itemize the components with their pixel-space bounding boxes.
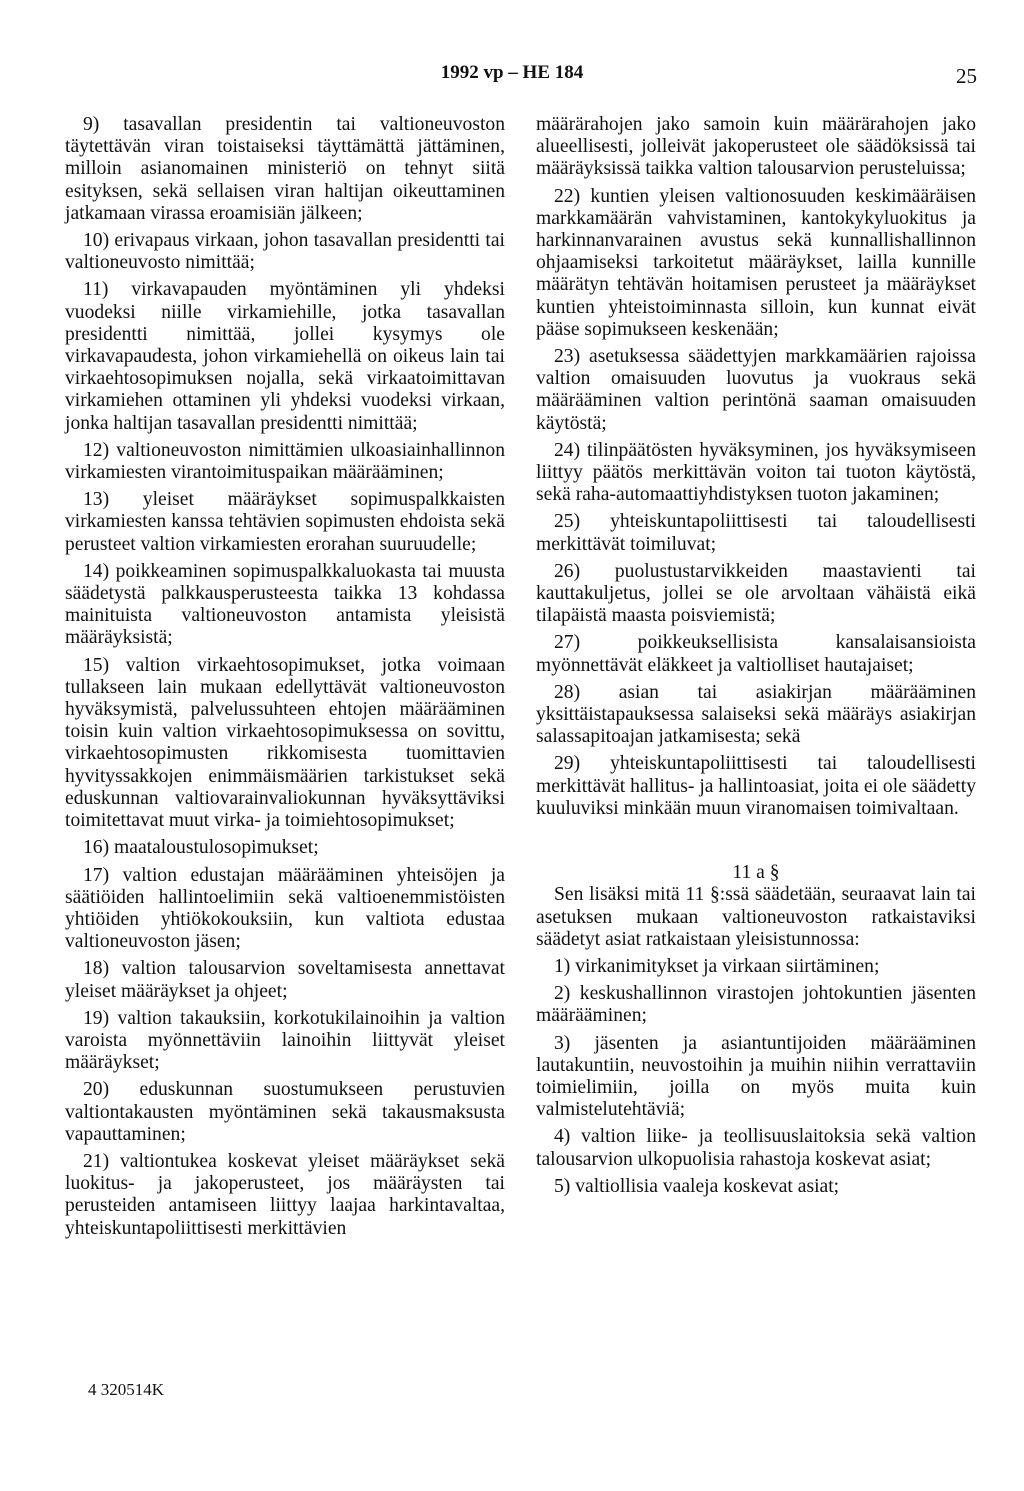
paragraph: 11) virkavapauden myöntäminen yli yhdeksi vuodeksi niille virkamiehille, jotka tasavallan presidentti nimittää, jollei kysymys ole virkavapaudesta, johon virkamiehellä on oikeus lain tai virkaehtosopimuksen nojalla, sekä virkaatoimittavan virkamiehen ottaminen yli yhdeksi vuodeksi virkaan, jonka haltijan tasavallan presidentti nimittää; [65,279,505,434]
paragraph: 10) erivapaus virkaan, johon tasavallan presidentti tai valtioneuvosto nimittää; [65,230,505,274]
paragraph: 14) poikkeaminen sopimuspalkkaluokasta tai muusta säädetystä palkkausperusteesta taikka 13 kohdassa mainituista valtioneuvoston antamista yleisistä määräyksistä; [65,560,505,649]
paragraph: 19) valtion takauksiin, korkotukilainoihin ja valtion varoista myönnettäviin lainoihin liittyvät yleiset määräykset; [65,1007,505,1074]
paragraph: 20) eduskunnan suostumukseen perustuvien valtiontakausten myöntäminen sekä takausmaksusta vapauttaminen; [65,1079,505,1145]
section-heading: 11 a § [732,862,780,884]
paragraph: 18) valtion talousarvion soveltamisesta annettavat yleiset määräykset ja ohjeet; [65,958,505,1002]
page-number: 25 [956,64,977,88]
paragraph: 23) asetuksessa säädettyjen markkamäärien rajoissa valtion omaisuuden luovutus ja vuokraus sekä määrääminen valtion perintönä saaman omaisuuden käytöstä; [536,346,976,434]
paragraph: 22) kuntien yleisen valtionosuuden keskimääräisen markkamäärän vahvistaminen, kantokykyluokitus ja harkinnanvarainen avustus sekä kunnallishallinnon ohjaamiseksi tarkoitetut määräykset, lailla kunnille määrätyn tehtävän hoitamisen perusteet ja määräykset kuntien yhteistoiminnasta silloin, kun kunnat eivät pääse sopimukseen keskenään; [536,185,976,340]
right-column [536,114,976,1203]
paragraph: 28) asian tai asiakirjan määrääminen yksittäistapauksessa salaiseksi sekä määräys asiakirjan salassapitoajan jatkamisesta; sekä [536,681,976,748]
paragraph: 9) tasavallan presidentin tai valtioneuvoston täytettävän viran toistaiseksi täyttämättä jättäminen, milloin asianomainen ministeriö on tehnyt siitä esityksen, sekä sellaisen viran haltijan oikeuttaminen jatkamaan virassa eroamisiän jälkeen; [65,114,505,224]
section-intro: Sen lisäksi mitä 11 §:ssä säädetään, seuraavat lain tai asetuksen mukaan valtioneuvoston ratkaistaviksi säädetyt asiat ratkaistaan yleisistunnossa: [536,884,976,950]
paragraph: 17) valtion edustajan määrääminen yhteisöjen ja säätiöiden hallintoelimiin sekä valtioenemmistöisten yhtiöiden yhtiökokouksiin, kun valtiota edustaa valtioneuvoston jäsen; [65,864,505,953]
paragraph: 29) yhteiskuntapoliittisesti tai taloudellisesti merkittävät hallitus- ja hallintoasiat, joita ei ole säädetty kuuluviksi minkään muun viranomaisen toimivaltaan. [536,753,976,819]
paragraph: määrärahojen jako samoin kuin määrärahojen jako alueellisesti, jolleivät jakoperusteet ole säädöksissä tai määräyksissä taikka valtion talousarvion perusteluissa; [536,114,976,180]
list-item: 4) valtion liike- ja teollisuuslaitoksia sekä valtion talousarvion ulkopuolisia rahastoja koskevat asiat; [536,1126,976,1170]
list-item: 3) jäsenten ja asiantuntijoiden määrääminen lautakuntiin, neuvostoihin ja muihin niihin verrattaviin toimielimiin, joilla on myös muita kuin valmistelutehtäviä; [536,1032,976,1121]
paragraph: 13) yleiset määräykset sopimuspalkkaisten virkamiesten kanssa tehtävien sopimusten ehdoista sekä perusteet valtion virkamiesten erorahan suuruudelle; [65,489,505,555]
page-header [0,62,1024,88]
paragraph: 12) valtioneuvoston nimittämien ulkoasiainhallinnon virkamiesten virantoimituspaikan määrääminen; [65,439,505,484]
paragraph: 27) poikkeuksellisista kansalaisansioista myönnettävät eläkkeet ja valtiolliset hautajaiset; [536,632,976,676]
paragraph: 24) tilinpäätösten hyväksyminen, jos hyväksymiseen liittyy päätös merkittävän voiton tai tuoton käytöstä, sekä raha-automaattiyhdistyksen tuoton jakaminen; [536,439,976,506]
list-item: 5) valtiollisia vaaleja koskevat asiat; [554,1175,840,1197]
paragraph: 16) maataloustulosopimukset; [83,837,319,859]
list-item: 1) virkanimitykset ja virkaan siirtäminen; [554,955,880,977]
left-column [65,114,505,1245]
list-item: 2) keskushallinnon virastojen johtokuntien jäsenten määrääminen; [536,983,976,1027]
paragraph: 21) valtiontukea koskevat yleiset määräykset sekä luokitus- ja jakoperusteet, jos määräysten tai perusteiden antamiseen liittyy laajaa harkintavaltaa, yhteiskuntapoliittisesti merkittävien [65,1150,505,1239]
print-code: 4 320514K [88,1380,165,1399]
paragraph: 25) yhteiskuntapoliittisesti tai taloudellisesti merkittävät toimiluvat; [536,511,976,555]
paragraph: 26) puolustustarvikkeiden maastavienti tai kauttakuljetus, jollei se ole arvoltaan vähäistä eikä tilapäistä maasta poisviemistä; [536,560,976,627]
paragraph: 15) valtion virkaehtosopimukset, jotka voimaan tullakseen lain mukaan edellyttävät valtioneuvoston hyväksymistä, palvelussuhteen ehtojen määrääminen toisin kuin valtion virkaehtosopimuksessa on sovittu, virkaehtosopimusten rikkomisesta tuomittavien hyvityssakkojen enimmäismäärien tarkistukset sekä eduskunnan valtiovarainvaliokunnan hyväksyttäviksi toimitettavat muut virka- ja toimiehtosopimukset; [65,654,505,832]
document-title: 1992 vp – HE 184 [440,62,584,83]
